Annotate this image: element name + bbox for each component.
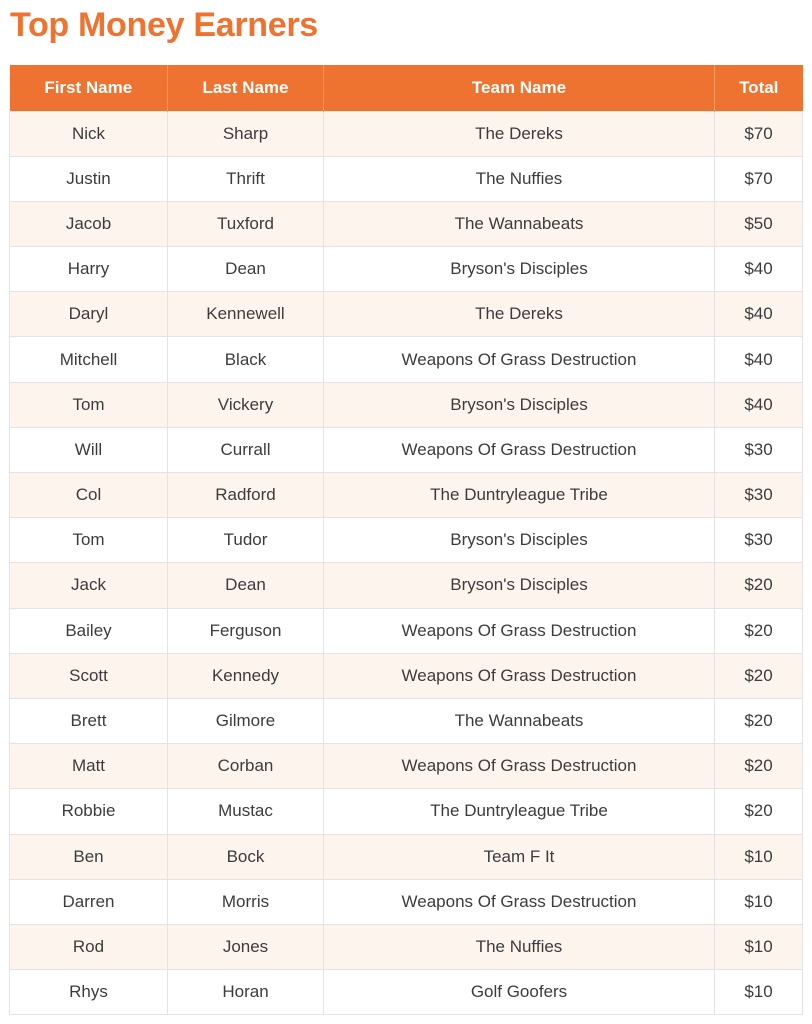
total-cell: $70 [715,156,803,201]
table-row [10,518,803,563]
total-cell: $10 [715,834,803,879]
total-cell: $40 [715,382,803,427]
total-cell: $30 [715,518,803,563]
last-name-cell: Vickery [168,382,324,427]
money-earners-table [9,65,803,1015]
team-name-cell: Weapons Of Grass Destruction [324,427,715,472]
team-name-cell: Weapons Of Grass Destruction [324,744,715,789]
table-row [10,653,803,698]
column-header-last-name: Last Name [168,65,324,111]
team-name-cell: Bryson's Disciples [324,382,715,427]
table-row [10,970,803,1015]
last-name-cell: Corban [168,744,324,789]
table-row [10,292,803,337]
team-name-cell: Team F It [324,834,715,879]
team-name-cell: Weapons Of Grass Destruction [324,337,715,382]
total-cell: $20 [715,563,803,608]
table-row [10,111,803,156]
table-row [10,879,803,924]
team-name-cell: The Wannabeats [324,698,715,743]
team-name-cell: Weapons Of Grass Destruction [324,879,715,924]
team-name-cell: Weapons Of Grass Destruction [324,608,715,653]
table-row [10,789,803,834]
first-name-cell: Robbie [10,789,168,834]
total-cell: $30 [715,473,803,518]
total-cell: $20 [715,698,803,743]
header-row [10,65,803,111]
total-cell: $40 [715,247,803,292]
table-row [10,382,803,427]
last-name-cell: Dean [168,563,324,608]
first-name-cell: Will [10,427,168,472]
last-name-cell: Jones [168,924,324,969]
table-row [10,201,803,246]
team-name-cell: The Nuffies [324,924,715,969]
first-name-cell: Tom [10,518,168,563]
column-header-first-name: First Name [10,65,168,111]
total-cell: $50 [715,201,803,246]
last-name-cell: Ferguson [168,608,324,653]
table-row [10,834,803,879]
team-name-cell: Weapons Of Grass Destruction [324,653,715,698]
last-name-cell: Kennedy [168,653,324,698]
table-row [10,608,803,653]
table-header [10,65,803,111]
first-name-cell: Jack [10,563,168,608]
first-name-cell: Daryl [10,292,168,337]
table-row [10,247,803,292]
total-cell: $40 [715,337,803,382]
table-row [10,563,803,608]
last-name-cell: Thrift [168,156,324,201]
table-row [10,427,803,472]
team-name-cell: Golf Goofers [324,970,715,1015]
team-name-cell: The Duntryleague Tribe [324,789,715,834]
last-name-cell: Black [168,337,324,382]
first-name-cell: Justin [10,156,168,201]
total-cell: $20 [715,653,803,698]
total-cell: $30 [715,427,803,472]
total-cell: $70 [715,111,803,156]
team-name-cell: The Wannabeats [324,201,715,246]
last-name-cell: Tuxford [168,201,324,246]
first-name-cell: Harry [10,247,168,292]
team-name-cell: The Dereks [324,111,715,156]
last-name-cell: Bock [168,834,324,879]
total-cell: $20 [715,608,803,653]
first-name-cell: Rhys [10,970,168,1015]
total-cell: $20 [715,789,803,834]
first-name-cell: Scott [10,653,168,698]
table-body [10,111,803,1015]
table-row [10,473,803,518]
team-name-cell: Bryson's Disciples [324,247,715,292]
first-name-cell: Darren [10,879,168,924]
total-cell: $10 [715,970,803,1015]
last-name-cell: Sharp [168,111,324,156]
page-title: Top Money Earners [10,6,318,44]
team-name-cell: Bryson's Disciples [324,518,715,563]
total-cell: $10 [715,924,803,969]
team-name-cell: The Dereks [324,292,715,337]
last-name-cell: Kennewell [168,292,324,337]
last-name-cell: Morris [168,879,324,924]
column-header-total: Total [739,77,779,97]
first-name-cell: Brett [10,698,168,743]
column-header-team-name: Team Name [324,65,715,111]
team-name-cell: The Duntryleague Tribe [324,473,715,518]
last-name-cell: Tudor [168,518,324,563]
last-name-cell: Gilmore [168,698,324,743]
last-name-cell: Dean [168,247,324,292]
last-name-cell: Radford [168,473,324,518]
first-name-cell: Jacob [10,201,168,246]
team-name-cell: The Nuffies [324,156,715,201]
first-name-cell: Nick [10,111,168,156]
last-name-cell: Currall [168,427,324,472]
table-row [10,698,803,743]
total-cell: $10 [715,879,803,924]
first-name-cell: Rod [10,924,168,969]
first-name-cell: Mitchell [10,337,168,382]
table-row [10,924,803,969]
total-cell: $40 [715,292,803,337]
table-row [10,156,803,201]
total-cell: $20 [715,744,803,789]
last-name-cell: Mustac [168,789,324,834]
table-row [10,744,803,789]
first-name-cell: Ben [10,834,168,879]
first-name-cell: Col [10,473,168,518]
last-name-cell: Horan [168,970,324,1015]
team-name-cell: Bryson's Disciples [324,563,715,608]
first-name-cell: Tom [10,382,168,427]
first-name-cell: Matt [10,744,168,789]
first-name-cell: Bailey [10,608,168,653]
table-row [10,337,803,382]
